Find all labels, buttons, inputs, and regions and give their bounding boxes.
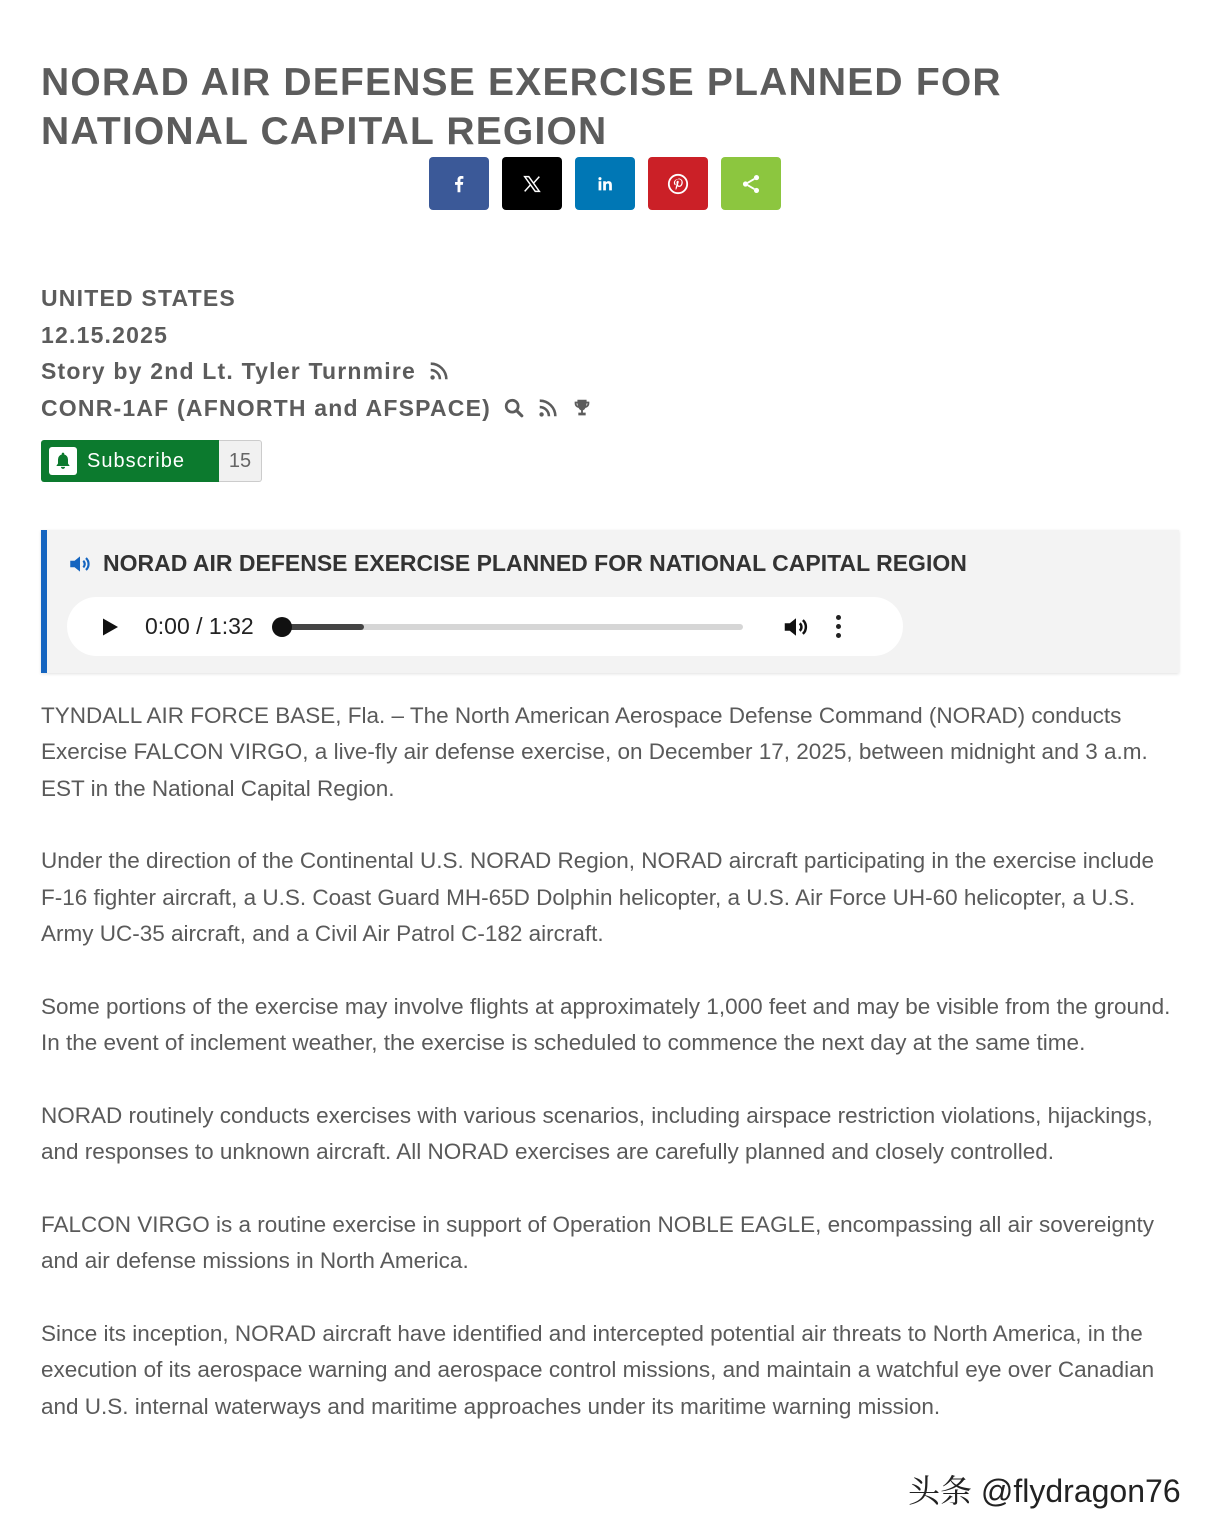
watermark: 头条 @flydragon76 — [908, 1473, 1181, 1509]
paragraph: Since its inception, NORAD aircraft have identified and intercepted potential air threats to North America, in the execution of its aerospace warning and aerospace control missions, and maintain a watchful eye over Canadian and U.S. internal waterways and maritime approaches under its maritime warning mission. — [41, 1321, 1155, 1419]
publish-date: 12.15.2025 — [41, 321, 169, 348]
share-button[interactable] — [721, 157, 781, 210]
play-icon — [97, 615, 121, 639]
rss-icon[interactable] — [537, 397, 559, 419]
audio-header — [67, 550, 967, 577]
play-button[interactable] — [97, 612, 127, 642]
audio-section — [41, 530, 1179, 673]
search-icon[interactable] — [503, 397, 525, 419]
paragraph — [41, 989, 1181, 1062]
subscribe-button[interactable] — [41, 440, 219, 482]
subscribe-label: Subscribe — [87, 449, 185, 472]
subscriber-count: 15 — [219, 440, 262, 482]
facebook-share-button[interactable] — [429, 157, 489, 210]
article-body — [41, 698, 1181, 1461]
seek-handle[interactable] — [272, 617, 292, 637]
pinterest-icon — [667, 173, 689, 195]
trophy-icon[interactable] — [571, 397, 593, 419]
linkedin-share-button[interactable] — [575, 157, 635, 210]
x-icon — [521, 173, 543, 195]
playback-time: 0:00 / 1:32 — [145, 613, 254, 639]
volume-button[interactable] — [781, 612, 811, 642]
linkedin-icon — [594, 173, 616, 195]
unit — [41, 390, 593, 427]
byline-text[interactable]: Story by 2nd Lt. Tyler Turnmire — [41, 358, 417, 384]
article-meta — [41, 280, 593, 426]
bell-icon — [49, 447, 77, 475]
page-title: NORAD AIR DEFENSE EXERCISE PLANNED FOR NATIONAL CAPITAL REGION — [41, 61, 1002, 153]
audio-title: NORAD AIR DEFENSE EXERCISE PLANNED FOR NATIONAL CAPITAL REGION — [103, 550, 967, 576]
paragraph-line: In the event of inclement weather, the exercise is scheduled to commence the next day at the same time. — [41, 1030, 1086, 1056]
audio-player — [67, 597, 903, 656]
volume-icon — [781, 612, 811, 642]
paragraph: NORAD routinely conducts exercises with various scenarios, including airspace restriction violations, hijackings, and responses to unknown aircraft. All NORAD exercises are carefully planned and closely controlled. — [41, 1102, 1153, 1165]
more-options-icon[interactable] — [833, 612, 843, 642]
speaker-icon — [67, 551, 93, 577]
paragraph: FALCON VIRGO is a routine exercise in support of Operation NOBLE EAGLE, encompassing all air sovereignty and air defense missions in North America. — [41, 1211, 1155, 1274]
share-icon — [740, 173, 762, 195]
paragraph-line: Some portions of the exercise may involve flights at approximately 1,000 feet and may be visible from the ground. — [41, 993, 1171, 1019]
facebook-icon — [448, 173, 470, 195]
share-bar — [429, 157, 781, 210]
unit-text[interactable]: CONR-1AF (AFNORTH and AFSPACE) — [41, 394, 491, 421]
rss-icon[interactable] — [428, 360, 450, 382]
byline — [41, 353, 593, 390]
seek-bar[interactable] — [281, 624, 743, 630]
location: UNITED STATES — [41, 285, 236, 311]
x-share-button[interactable] — [502, 157, 562, 210]
paragraph: TYNDALL AIR FORCE BASE, Fla. – The North American Aerospace Defense Command (NORAD) conducts Exercise FALCON VIRGO, a live-fly air defense exercise, on December 17, 2025, between midnight and 3 a.m. EST in the National Capital Region. — [41, 703, 1148, 801]
buffered-range — [281, 624, 364, 630]
pinterest-share-button[interactable] — [648, 157, 708, 210]
subscribe-widget — [41, 440, 262, 482]
paragraph: Under the direction of the Continental U.S. NORAD Region, NORAD aircraft participating in the exercise include F-16 fighter aircraft, a U.S. Coast Guard MH-65D Dolphin helicopter, a U.S. Air Force UH-60 helicopter, a U.S. Army UC-35 aircraft, and a Civil Air Patrol C-182 aircraft. — [41, 848, 1155, 946]
